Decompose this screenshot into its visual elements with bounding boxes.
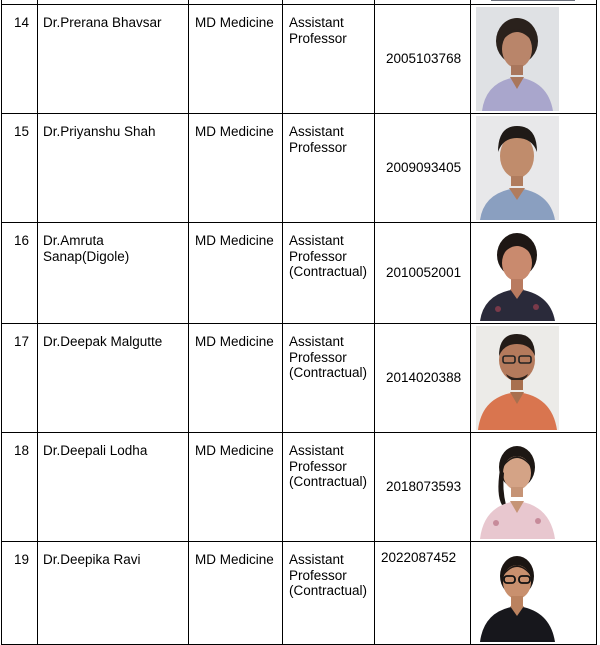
doctor-name: Dr.Priyanshu Shah <box>38 114 189 223</box>
table-row <box>2 542 597 645</box>
registration-number: 2009093405 <box>375 114 471 223</box>
cropped-photo <box>491 0 575 1</box>
doctor-name: Dr.Amruta Sanap(Digole) <box>38 223 189 324</box>
qualification: MD Medicine <box>189 5 283 114</box>
photo-cell <box>471 5 597 114</box>
doctor-name: Dr.Deepali Lodha <box>38 433 189 542</box>
doctor-photo <box>476 7 559 111</box>
doctor-photo <box>476 225 559 321</box>
designation: Assistant Professor <box>283 114 375 223</box>
designation: Assistant Professor (Contractual) <box>283 433 375 542</box>
designation: Assistant Professor (Contractual) <box>283 542 375 645</box>
photo-cell <box>471 433 597 542</box>
designation: Assistant Professor (Contractual) <box>283 324 375 433</box>
registration-number: 2014020388 <box>375 324 471 433</box>
photo-cell <box>471 542 597 645</box>
registration-number: 2018073593 <box>375 433 471 542</box>
photo-cell <box>471 324 597 433</box>
registration-number: 2022087452 <box>375 542 471 645</box>
registration-number: 2005103768 <box>375 5 471 114</box>
qualification: MD Medicine <box>189 542 283 645</box>
table-row <box>2 324 597 433</box>
row-number: 19 <box>2 542 38 645</box>
doctor-name: Dr.Deepak Malgutte <box>38 324 189 433</box>
table-row <box>2 5 597 114</box>
row-number: 14 <box>2 5 38 114</box>
table-row <box>2 433 597 542</box>
doctor-name: Dr.Deepika Ravi <box>38 542 189 645</box>
designation: Assistant Professor (Contractual) <box>283 223 375 324</box>
doctor-photo <box>476 116 559 220</box>
doctor-photo <box>476 435 559 539</box>
faculty-table <box>1 0 597 645</box>
registration-number: 2010052001 <box>375 223 471 324</box>
doctor-photo <box>476 544 559 642</box>
table-row <box>2 223 597 324</box>
qualification: MD Medicine <box>189 114 283 223</box>
photo-cell <box>471 114 597 223</box>
row-number: 18 <box>2 433 38 542</box>
qualification: MD Medicine <box>189 223 283 324</box>
row-number: 16 <box>2 223 38 324</box>
qualification: MD Medicine <box>189 324 283 433</box>
row-number: 15 <box>2 114 38 223</box>
row-number: 17 <box>2 324 38 433</box>
qualification: MD Medicine <box>189 433 283 542</box>
doctor-photo <box>476 326 559 430</box>
table-row <box>2 114 597 223</box>
designation: Assistant Professor <box>283 5 375 114</box>
photo-cell <box>471 223 597 324</box>
doctor-name: Dr.Prerana Bhavsar <box>38 5 189 114</box>
